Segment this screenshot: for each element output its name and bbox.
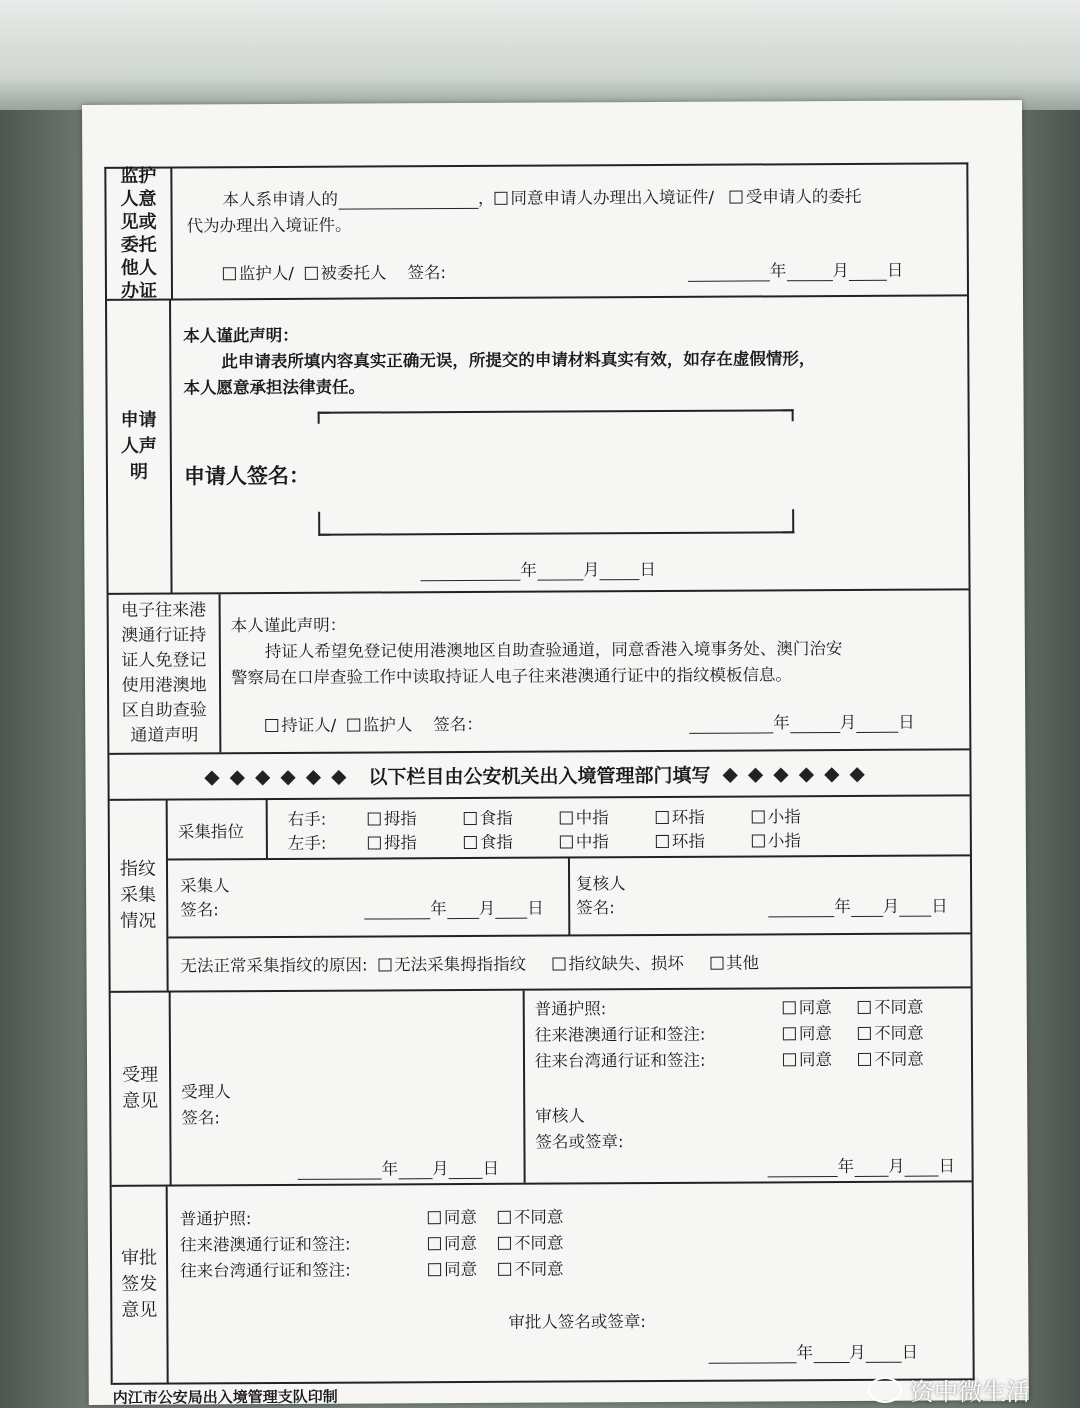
approver-date[interactable]: 年 月 日: [708, 1339, 918, 1364]
form-paper: [82, 100, 1029, 1405]
approve-passport-agree[interactable]: [428, 1211, 441, 1224]
guardian-date[interactable]: 年 月 日: [688, 257, 904, 282]
fingerprint-section: [110, 796, 971, 993]
applicant-sign-label: 申请人签名：: [183, 463, 311, 489]
guardian-section: [106, 164, 967, 301]
right-little-checkbox[interactable]: [752, 810, 765, 823]
holder-checkbox[interactable]: [265, 719, 278, 732]
applicant-signature-box[interactable]: [318, 409, 795, 535]
acceptor-date[interactable]: 年 月 日: [298, 1155, 500, 1180]
collect-label: 采集指位: [177, 822, 244, 842]
declaration-date[interactable]: 年 月 日: [420, 556, 656, 581]
right-index-checkbox[interactable]: [464, 812, 477, 825]
printer-footer: 内江市公安局出入境管理支队印制: [112, 1387, 338, 1407]
approver-sign-label: 审批人签名或签章:: [508, 1312, 646, 1332]
reason-damaged-checkbox[interactable]: [552, 957, 565, 970]
egate-content: 本人谨此声明： 持证人希望免登记使用港澳地区自助查验通道，同意香港入境事务处、澳门治安 警察局在口岸查验工作中读取持证人电子往来港澳通行证中的指纹模板信息。 持证人/ 监护人 签名： 年 月 日: [230, 615, 915, 735]
official-use-banner: [109, 750, 969, 801]
agree-checkbox[interactable]: [494, 192, 507, 205]
accept-tw-agree[interactable]: [783, 1053, 796, 1066]
acceptance-content: 受理人 签名: 年 月 日 普通护照: 往来港澳通行证和签注: 往来台湾通行证和签注: 同意 不同意 同意 不同意 同意 不同意 审核人 签名或签章: 年 月 日: [171, 988, 972, 1184]
acceptance-agree-options: 同意 不同意 同意 不同意 同意 不同意: [783, 995, 924, 1074]
banner-text: 以下栏目由公安机关出入境管理部门填写: [368, 764, 711, 789]
collector-date[interactable]: 年 月 日: [364, 895, 544, 920]
right-ring-checkbox[interactable]: [656, 811, 669, 824]
acceptance-section: [111, 988, 972, 1187]
left-thumb-checkbox[interactable]: [368, 836, 381, 849]
approval-content: [168, 1182, 973, 1382]
guardian-line2: 代为办理出入境证件。: [186, 215, 352, 236]
reason-thumb-checkbox[interactable]: [378, 958, 391, 971]
right-middle-checkbox[interactable]: [560, 811, 573, 824]
guardian-label: 监护人意见或委托他人办证: [106, 169, 173, 299]
watermark-text: 资中微生活: [910, 1378, 1030, 1406]
reviewer-date[interactable]: 年 月 日: [768, 892, 948, 917]
acceptance-label: 受理意见: [111, 993, 172, 1185]
entrust-checkbox[interactable]: [730, 191, 743, 204]
egate-label: 电子往来港澳通行证持证人免登记使用港澳地区自助查验通道声明: [109, 594, 222, 753]
egate-guardian-checkbox[interactable]: [347, 719, 360, 732]
wechat-icon: [868, 1377, 902, 1403]
right-hand-fingers: 拇指 食指 中指 环指 小指: [368, 803, 848, 830]
fingerprint-label: 指纹采集情况: [110, 801, 169, 991]
approve-tw-agree[interactable]: [428, 1263, 441, 1276]
reason-other-checkbox[interactable]: [710, 957, 723, 970]
trustee-checkbox[interactable]: [304, 267, 317, 280]
approve-hkmo-disagree[interactable]: [498, 1237, 511, 1250]
left-ring-checkbox[interactable]: [656, 835, 669, 848]
egate-section: [109, 590, 970, 755]
declaration-label: 申请人声明: [107, 301, 173, 593]
declaration-content: 本人谨此声明： 此申请表所填内容真实正确无误，所提交的申请材料真实有效，如存在虚假情形， 本人愿意承担法律责任。 申请人签名： 年 月 日: [183, 325, 816, 580]
accept-hkmo-agree[interactable]: [783, 1027, 796, 1040]
declaration-section: [107, 296, 969, 594]
auditor-date[interactable]: 年 月 日: [767, 1152, 955, 1177]
left-middle-checkbox[interactable]: [560, 835, 573, 848]
relationship-field[interactable]: [338, 194, 478, 210]
guardian-checkbox[interactable]: [223, 267, 236, 280]
approval-label: 审批签发意见: [112, 1187, 169, 1383]
application-form: [104, 162, 974, 1385]
left-hand-fingers: 拇指 食指 中指 环指 小指: [368, 827, 848, 854]
approve-passport-disagree[interactable]: [498, 1211, 511, 1224]
approve-hkmo-agree[interactable]: [428, 1237, 441, 1250]
watermark: [868, 1372, 1030, 1407]
acceptance-items: 普通护照: 往来港澳通行证和签注: 往来台湾通行证和签注:: [534, 999, 706, 1071]
accept-tw-disagree[interactable]: [858, 1053, 871, 1066]
accept-passport-disagree[interactable]: [858, 1001, 871, 1014]
background-top: [0, 0, 1080, 110]
accept-hkmo-disagree[interactable]: [858, 1027, 871, 1040]
approval-agree-options: 同意 不同意 同意 不同意 同意 不同意: [428, 1204, 564, 1283]
egate-date[interactable]: 年 月 日: [689, 709, 915, 734]
guardian-content: 本人系申请人的 ， 同意申请人办理出入境证件/ 受申请人的委托 代为办理出入境证件。 监护人/ 被委托人 签名: 年 月 日: [186, 186, 904, 284]
diamond-icons-left: ◆◆◆◆◆◆: [204, 763, 357, 789]
fingerprint-content: 采集指位 右手: 左手: 拇指 食指 中指 环指 小指 拇指 食指 中指 环指 小指 采集人 签名: 年 月 日 复核人 签名: 年 月 日 无法正常采集指纹的原因: 无法采集拇指指纹 指纹缺失、损坏 其他: [168, 796, 971, 990]
approval-section: [112, 1182, 973, 1385]
diamond-icons-right: ◆◆◆◆◆◆: [722, 760, 875, 786]
left-little-checkbox[interactable]: [752, 834, 765, 847]
right-thumb-checkbox[interactable]: [368, 812, 381, 825]
accept-passport-agree[interactable]: [783, 1001, 796, 1014]
approval-items: 普通护照: 往来港澳通行证和签注: 往来台湾通行证和签注:: [179, 1209, 351, 1281]
left-index-checkbox[interactable]: [464, 836, 477, 849]
approve-tw-disagree[interactable]: [498, 1263, 511, 1276]
